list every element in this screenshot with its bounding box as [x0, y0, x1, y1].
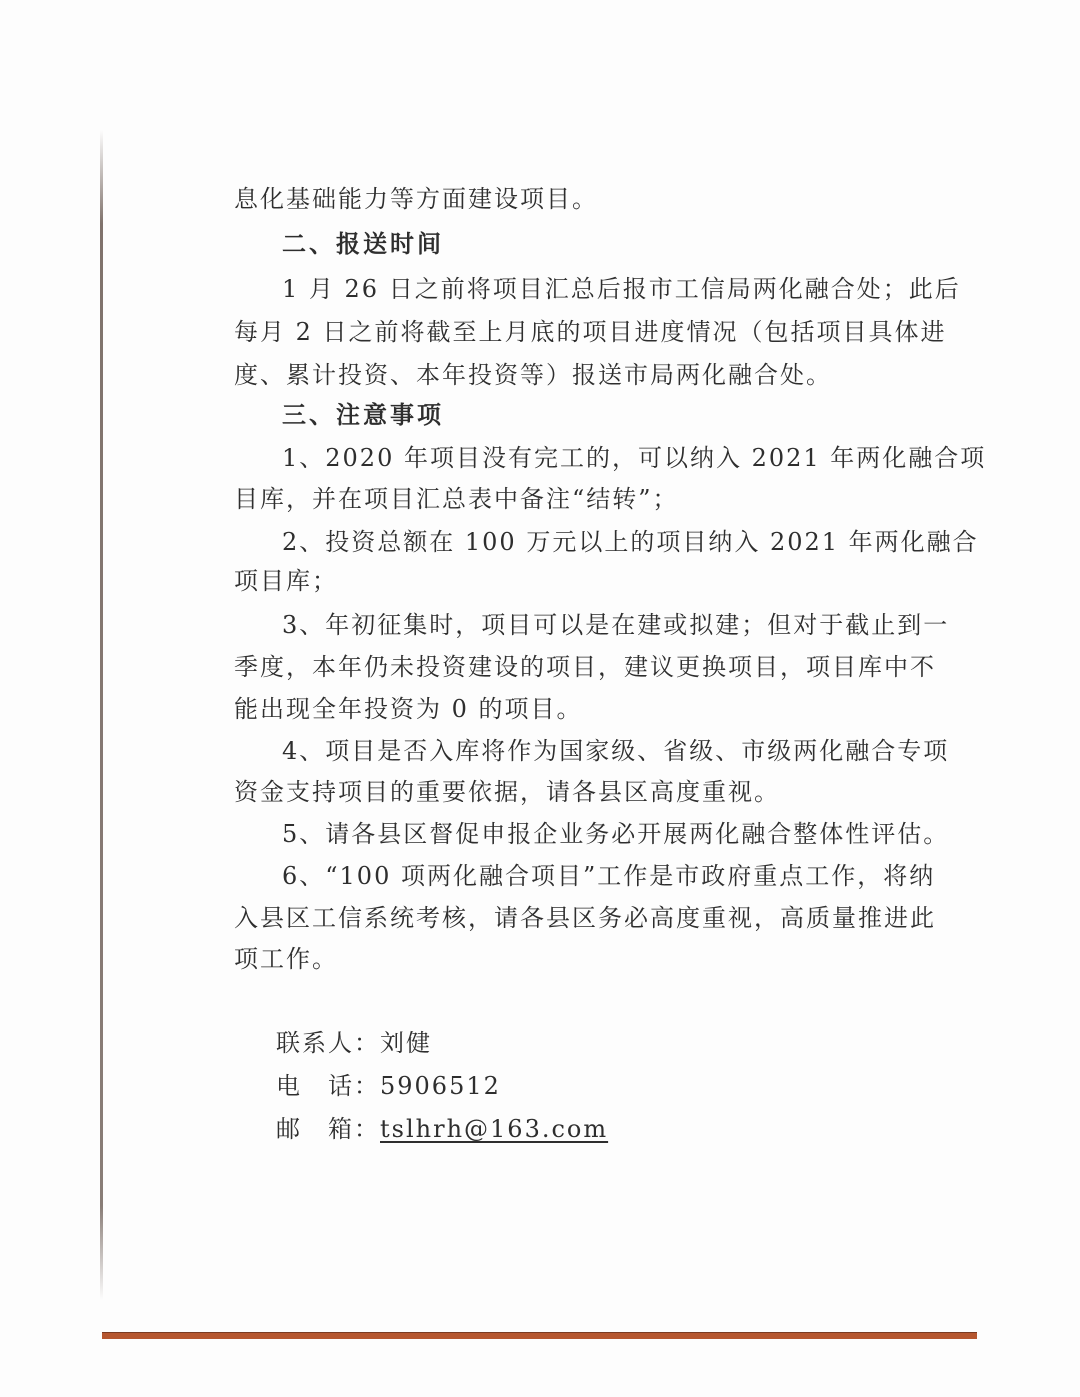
page-left-edge-shadow: [100, 130, 103, 1300]
note-item-3-cont: 能出现全年投资为 0 的项目。: [234, 695, 583, 723]
note-item-6-cont: 项工作。: [234, 945, 338, 973]
contact-phone-label: 电 话：: [276, 1072, 380, 1100]
section-heading-notes: 三、注意事项: [282, 400, 444, 429]
note-item-1: 1、2020 年项目没有完工的，可以纳入 2021 年两化融合项: [282, 444, 987, 472]
note-item-2: 2、投资总额在 100 万元以上的项目纳入 2021 年两化融合: [282, 528, 979, 556]
contact-person-row: [276, 1028, 432, 1058]
page-bottom-edge-border: [102, 1332, 977, 1339]
contact-phone-row: [276, 1071, 501, 1101]
note-item-1-cont: 目库，并在项目汇总表中备注“结转”；: [234, 485, 679, 513]
body-line: 息化基础能力等方面建设项目。: [234, 185, 598, 213]
body-line: 1 月 26 日之前将项目汇总后报市工信局两化融合处；此后: [282, 275, 961, 303]
note-item-4: 4、项目是否入库将作为国家级、省级、市级两化融合专项: [282, 737, 950, 765]
note-item-6: 6、“100 项两化融合项目”工作是市政府重点工作，将纳: [282, 862, 936, 890]
contact-person-value: 刘健: [380, 1029, 432, 1057]
contact-phone-value: 5906512: [380, 1072, 501, 1100]
note-item-5: 5、请各县区督促申报企业务必开展两化融合整体性评估。: [282, 820, 950, 848]
contact-email-label: 邮 箱：: [276, 1115, 380, 1143]
contact-email-value: tslhrh@163.com: [380, 1115, 609, 1143]
note-item-2-cont: 项目库；: [234, 567, 338, 595]
note-item-6-cont: 入县区工信系统考核，请各县区务必高度重视，高质量推进此: [234, 904, 936, 932]
note-item-3: 3、年初征集时，项目可以是在建或拟建；但对于截止到一: [282, 611, 950, 639]
note-item-3-cont: 季度，本年仍未投资建设的项目，建议更换项目，项目库中不: [234, 653, 936, 681]
note-item-4-cont: 资金支持项目的重要依据，请各县区高度重视。: [234, 778, 780, 806]
section-heading-submission-time: 二、报送时间: [282, 229, 444, 258]
contact-person-label: 联系人：: [276, 1029, 380, 1057]
body-line: 度、累计投资、本年投资等）报送市局两化融合处。: [234, 361, 832, 389]
contact-email-row: [276, 1114, 608, 1144]
body-line: 每月 2 日之前将截至上月底的项目进度情况（包括项目具体进: [234, 318, 947, 346]
